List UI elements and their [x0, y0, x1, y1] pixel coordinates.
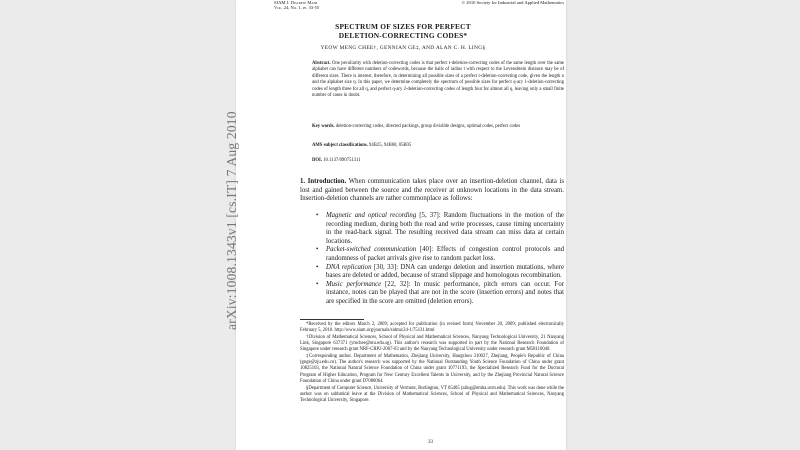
title-line-2: DELETION-CORRECTING CODES* [338, 30, 468, 40]
arxiv-identifier: arXiv:1008.1343v1 [cs.IT] 7 Aug 2010 [224, 111, 239, 330]
list-item-text: [22, 32]: In music performance, pitch errors can occur. For instance, notes can be played that are not in the score (insertion errors) and notes that are specified in the score are omitted (deletion errors). [326, 280, 564, 305]
introduction-paragraph [300, 178, 564, 204]
list-item-lead: DNA replication [326, 263, 372, 271]
footnote-divider [300, 319, 364, 320]
list-item-text: [5, 37]: Random fluctuations in the motion of the recording medium, during both the read and write processes, cause timing uncertainty in the read-back signal. The resulting received data stream can miss data at certain locations. [326, 212, 564, 245]
list-item-lead: Music performance [326, 280, 382, 288]
copyright-notice: © 2010 Society for Industrial and Applied Mathematics [461, 0, 564, 5]
list-item-text: [30, 33]: DNA can undergo deletion and insertion mutations, where bases are deleted or added, because of strand slippage and homologous recombination. [326, 263, 564, 280]
footnotes [300, 322, 564, 405]
bullet-icon: • [316, 263, 319, 271]
abstract-text: One peculiarity with deletion-correcting codes is that perfect t-deletion-correcting codes of the same length over the same alphabet can have different numbers of codewords, because the balls of radius t with respect to the Levenshtein distance may be of different sizes. There is interest, therefore, in determining all possible sizes of a perfect t-deletion-correcting code, given the length n and the alphabet size q. In this paper, we determine completely the spectrum of possible sizes for perfect q-ary 1-deletion-correcting codes of length three for all q, and perfect q-ary 2-deletion-correcting codes of length four for almost all q, leaving only a small finite number of cases in doubt. [312, 61, 565, 99]
channel-examples-list [316, 212, 564, 307]
section-heading: 1. Introduction. [300, 178, 347, 185]
keywords-label: Key words. [312, 124, 335, 129]
doi-label: DOI. [312, 158, 323, 163]
list-item [316, 246, 564, 263]
bullet-icon: • [316, 246, 319, 254]
doi [312, 158, 564, 163]
journal-name: SIAM J. Discrete Math [274, 0, 318, 5]
footnote: *Received by the editors March 2, 2009; accepted for publication (in revised form) November 20, 2009; published electronically February 5, 2010. http://www.siam.org/journals/sidma/24-1/75131.html [300, 322, 564, 334]
abstract-label: Abstract. [312, 61, 331, 66]
author-list: YEOW MENG CHEE†, GENNIAN GE‡, AND ALAN C. H. LING§ [320, 45, 486, 51]
paper-title [274, 23, 532, 40]
abstract [312, 61, 564, 99]
keywords-text: deletion-correcting codes, directed packings, group divisible designs, optimal codes, perfect codes [335, 124, 521, 129]
bullet-icon: • [316, 212, 319, 219]
list-item [316, 264, 564, 281]
bullet-icon: • [316, 280, 319, 288]
page-number: 33 [428, 440, 433, 445]
footnote: ‡Corresponding author. Department of Mathematics, Zhejiang University, Hangzhou 310027, Zhejiang, People's Republic of China (gnge@zju.edu.cn). The author's research was supported by the National Outstanding Youth Science Foundation of China under grant 10825103, the National Natural Science Foundation of China under grant 10771193, the Specialized Research Fund for the Doctoral Program of Higher Education, Program for New Century Excellent Talents in University, and by the Zhejiang Provincial Natural Science Foundation of China under grant D7080064. [300, 354, 564, 384]
ams-text: 94B25, 94B60, 05B05 [369, 143, 412, 148]
list-item [316, 212, 564, 246]
journal-header [274, 0, 319, 11]
doi-text: 10.1137/090751311 [323, 158, 361, 163]
keywords [312, 124, 564, 130]
footnote: §Department of Computer Science, University of Vermont, Burlington, VT 05405 (aling@emba.uvm.edu). This work was done while the author was on sabbatical leave at the Division of Mathematical Sciences, School of Physical and Mathematical Sciences, Nanyang Technological University, Singapore. [300, 385, 564, 403]
list-item-text: [40]: Effects of congestion control protocols and randomness of packet arrivals give rise to random packet loss. [326, 246, 564, 262]
ams-classifications [312, 143, 564, 148]
list-item [316, 281, 564, 307]
journal-volume: Vol. 24, No. 1, pp. 33-55 [274, 5, 320, 11]
list-item-lead: Packet-switched communication [326, 246, 417, 254]
title-line-1: SPECTRUM OF SIZES FOR PERFECT [335, 22, 471, 31]
footnote: †Division of Mathematical Sciences, School of Physical and Mathematical Sciences, Nanyang Technological University, 21 Nanyang Link, Singapore 637371 (ymchee@ntu.edu.sg). This author's research was supported in part by the National Research Foundation of Singapore under research grant NRF-CRP2-2007-03 and by the Nanyang Technological University under research grant M58110040. [300, 334, 564, 353]
list-item-lead: Magnetic and optical recording [326, 212, 417, 219]
ams-label: AMS subject classifications. [312, 143, 368, 148]
intro-text: When communication takes place over an insertion-deletion channel, data is lost and gained between the source and the receiver at unknown locations in the data stream. Insertion-deletion channels are rather commonplace as follows: [300, 178, 564, 203]
